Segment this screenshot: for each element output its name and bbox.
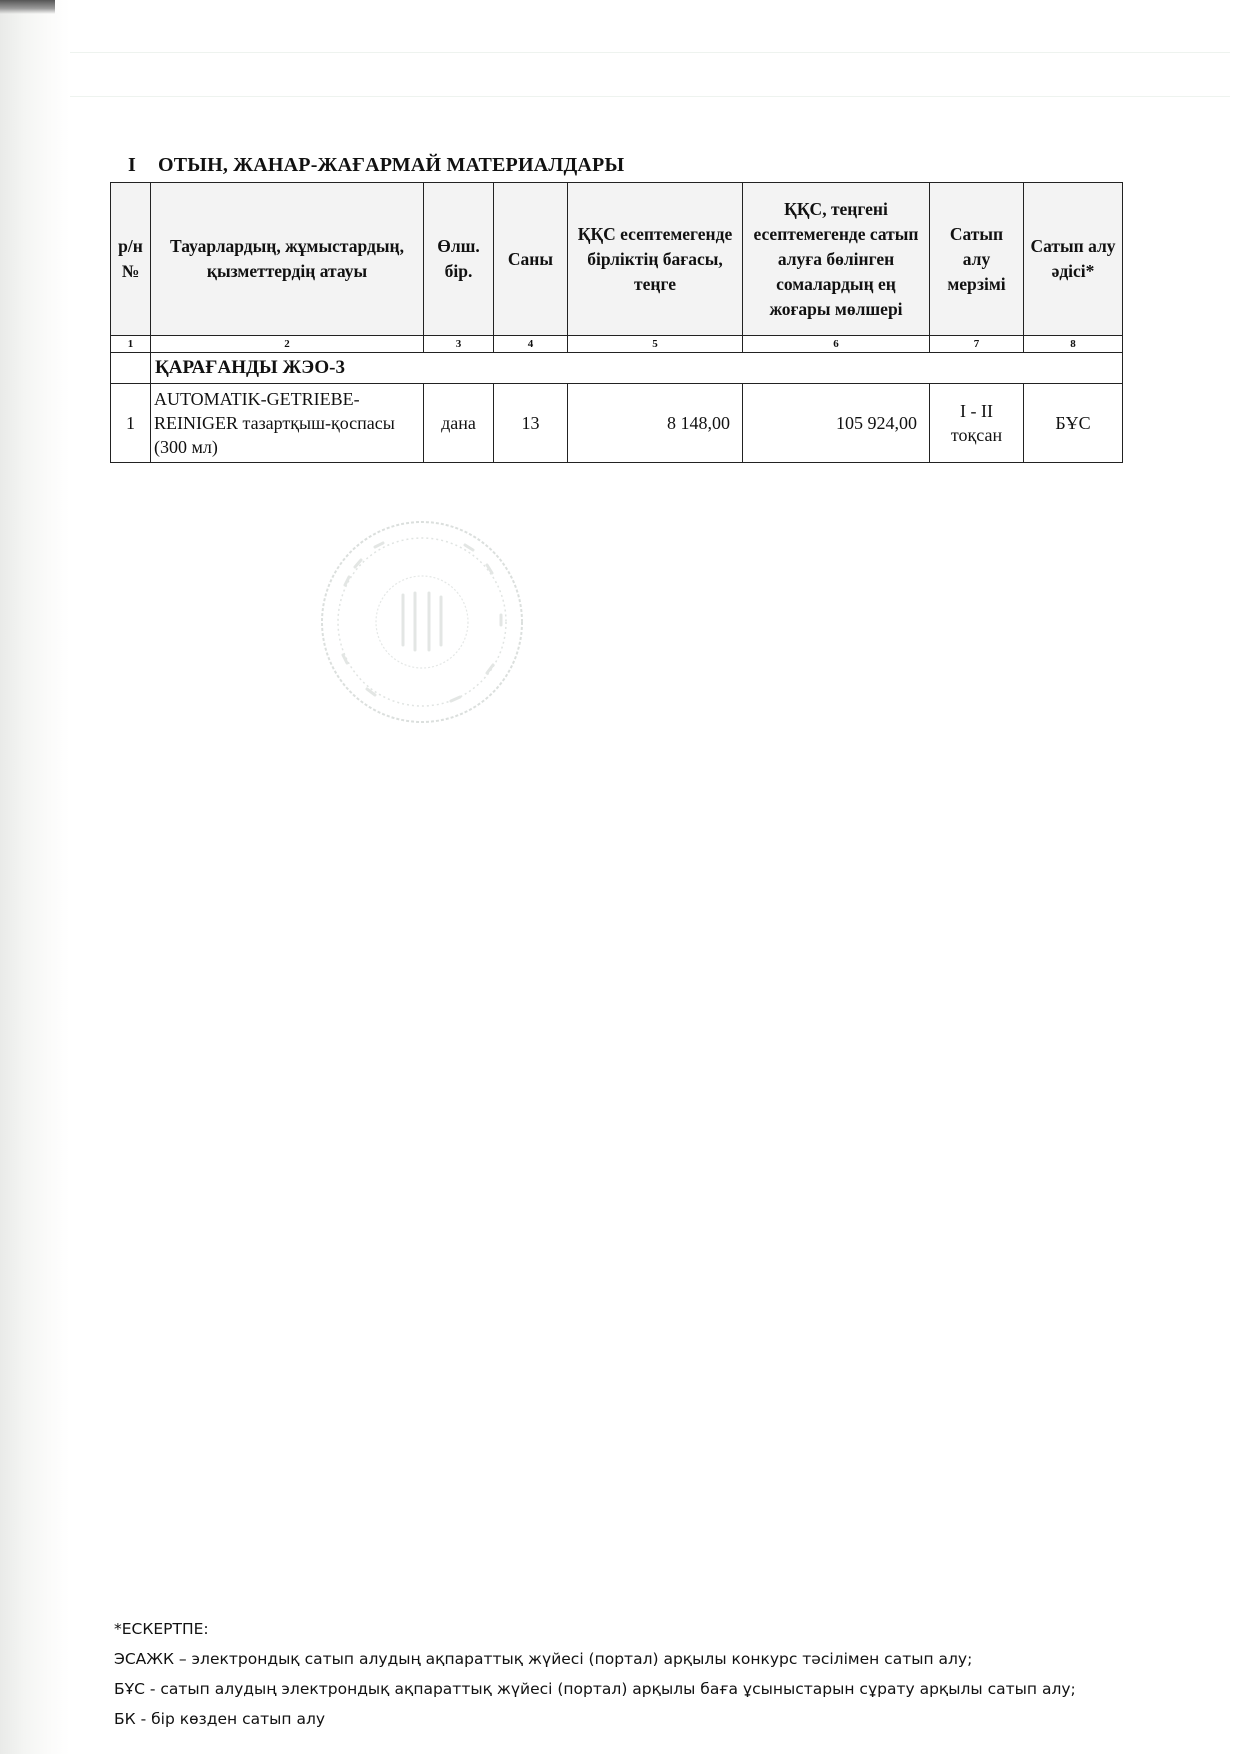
row-unit: дана <box>424 384 494 463</box>
header-no: р/н № <box>111 183 151 336</box>
header-unit-price: ҚҚС есептемегенде бірліктің бағасы, теңге <box>568 183 743 336</box>
footnote-heading: *ЕСКЕРТПЕ: <box>114 1620 209 1638</box>
column-number: 1 <box>111 336 151 353</box>
column-number-row <box>111 336 1123 353</box>
row-method: БҰС <box>1024 384 1123 463</box>
scan-left-edge-shadow <box>0 0 70 1754</box>
header-name: Тауарлардың, жұмыстардың, қызметтердің атауы <box>151 183 424 336</box>
header-total: ҚҚС, теңгені есептемегенде сатып алуға бөлінген сомалардың ең жоғары мөлшері <box>743 183 930 336</box>
group-row <box>111 353 1123 384</box>
row-qty: 13 <box>494 384 568 463</box>
row-name: AUTOMATIK-GETRIEBE-REINIGER тазартқыш-қоспасы (300 мл) <box>151 384 424 463</box>
column-number: 5 <box>568 336 743 353</box>
footnote-line: БҰС - сатып алудың электрондық ақпараттық жүйесі (портал) арқылы баға ұсыныстарын сұрату арқылы сатып алу; <box>114 1680 1076 1698</box>
faded-seal-stamp <box>315 515 530 730</box>
column-number: 4 <box>494 336 568 353</box>
header-unit: Өлш. бір. <box>424 183 494 336</box>
footnote-line: ЭСАЖК – электрондық сатып алудың ақпараттық жүйесі (портал) арқылы конкурс тәсілімен сатып алу; <box>114 1650 973 1668</box>
table-row <box>111 384 1123 463</box>
column-number: 6 <box>743 336 930 353</box>
group-empty-cell <box>1024 353 1123 384</box>
scan-artifact-line <box>70 96 1230 97</box>
column-number: 8 <box>1024 336 1123 353</box>
section-title <box>128 154 624 177</box>
header-qty: Саны <box>494 183 568 336</box>
row-unit-price: 8 148,00 <box>568 384 743 463</box>
section-number: I <box>128 154 136 176</box>
table-header-row <box>111 183 1123 336</box>
column-number: 3 <box>424 336 494 353</box>
column-number: 2 <box>151 336 424 353</box>
header-method: Сатып алу әдісі* <box>1024 183 1123 336</box>
row-total: 105 924,00 <box>743 384 930 463</box>
section-title-text: ОТЫН, ЖАНАР-ЖАҒАРМАЙ МАТЕРИАЛДАРЫ <box>158 154 625 176</box>
header-term: Сатып алу мерзімі <box>930 183 1024 336</box>
row-no: 1 <box>111 384 151 463</box>
scan-artifact-line <box>70 52 1230 53</box>
group-spacer-cell <box>111 353 151 384</box>
column-number: 7 <box>930 336 1024 353</box>
procurement-table <box>110 182 1123 463</box>
footnote <box>114 1614 1076 1734</box>
group-name: ҚАРАҒАНДЫ ЖЭО-3 <box>151 353 1024 384</box>
scan-corner-shadow <box>0 0 55 14</box>
footnote-line: БК - бір көзден сатып алу <box>114 1710 326 1728</box>
row-term: I - II тоқсан <box>930 384 1024 463</box>
